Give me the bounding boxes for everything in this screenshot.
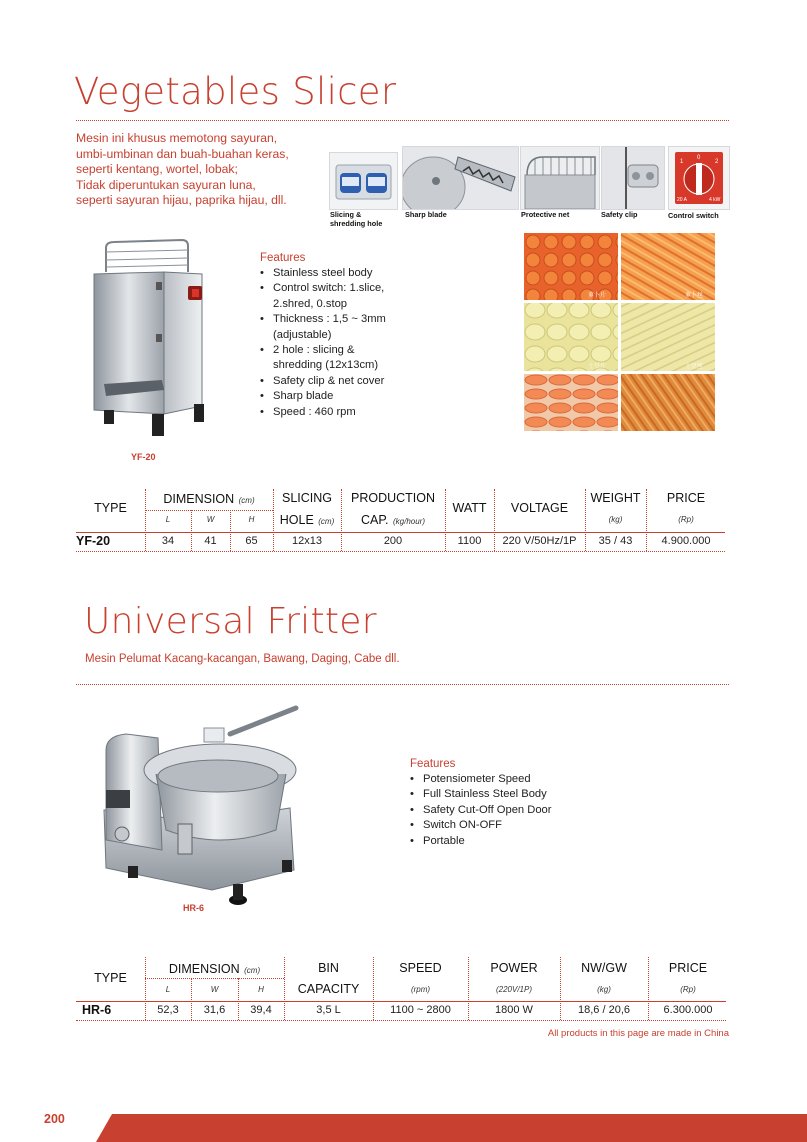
col-nwgw-unit: (kg): [597, 985, 611, 994]
row-h: 39,4: [250, 1004, 272, 1016]
feature-item: • Switch ON-OFF: [410, 818, 610, 833]
col-type: TYPE: [94, 971, 127, 985]
slicer-desc-line: Tidak diperuntukan sayuran luna,: [76, 177, 256, 192]
protective-net-thumb: [520, 146, 600, 210]
sharp-blade-caption: Sharp blade: [405, 210, 447, 219]
col-type: TYPE: [94, 501, 127, 515]
feature-item: • Sharp blade: [260, 389, 410, 404]
slicer-desc-line: seperti kentang, wortel, lobak;: [76, 162, 238, 176]
slicer-description: [76, 131, 321, 209]
slicer-desc-line: Mesin ini khusus memotong sayuran,: [76, 131, 278, 145]
slicer-features-title: Features: [260, 252, 306, 264]
origin-footnote: All products in this page are made in China: [547, 1028, 729, 1039]
col-dimension: DIMENSION (cm): [163, 492, 255, 506]
switch-label-2: 2: [715, 159, 719, 165]
row-nwgw: 18,6 / 20,6: [578, 1004, 630, 1016]
feature-item: • Full Stainless Steel Body: [410, 787, 610, 802]
safety-clip-image: [602, 147, 664, 209]
vegetable-results-image: [524, 233, 715, 431]
protective-net-caption: Protective net: [521, 210, 570, 219]
slicer-model-caption: YF-20: [131, 452, 156, 462]
slicer-features-list: [260, 266, 410, 420]
col-dimension: DIMENSION (cm): [168, 962, 261, 976]
row-h: 65: [245, 535, 258, 547]
col-price: PRICE: [668, 961, 708, 975]
col-speed-unit: (rpm): [410, 985, 431, 994]
safety-clip-caption: Safety clip: [601, 210, 638, 219]
col-price: PRICE: [666, 491, 706, 505]
col-l: L: [165, 515, 171, 524]
row-l: 52,3: [157, 1004, 179, 1016]
col-watt: WATT: [452, 501, 487, 515]
veg-label-carrot-slice: 萝卜片: [588, 292, 607, 299]
feature-item-continued: 2.shred, 0.stop: [273, 297, 348, 310]
switch-label-amp: 20 A: [677, 197, 688, 203]
switch-label-0: 0: [697, 155, 701, 161]
control-switch-image: [669, 147, 729, 209]
col-bin: BIN: [318, 961, 339, 975]
feature-item: • Safety Cut-Off Open Door: [410, 803, 610, 818]
col-weight-unit: (kg): [608, 515, 623, 524]
universal-fritter-machine-image: [100, 700, 302, 908]
fritter-description: Mesin Pelumat Kacang-kacangan, Bawang, Daging, Cabe dll.: [85, 653, 400, 665]
veg-label-carrot-shred: 萝卜丝: [685, 292, 704, 299]
col-cap: CAP. (kg/hour): [360, 513, 426, 527]
col-h: H: [248, 515, 255, 524]
feature-item: • 2 hole : slicing &: [260, 343, 410, 358]
row-voltage: 220 V/50Hz/1P: [502, 535, 577, 547]
row-cap: 200: [383, 535, 403, 547]
sharp-blade-image: [403, 147, 518, 209]
col-price-unit: (Rp): [680, 985, 696, 994]
switch-label-1: 1: [680, 159, 684, 165]
feature-item: • Potensiometer Speed: [410, 772, 610, 787]
row-capacity: 3,5 L: [316, 1004, 341, 1016]
feature-item: • Portable: [410, 834, 610, 849]
fritter-title: Universal Fritter: [84, 601, 377, 642]
col-slicing: SLICING: [281, 491, 332, 505]
row-type: YF-20: [76, 534, 111, 548]
slicer-title-divider: [76, 120, 729, 121]
row-l: 34: [161, 535, 175, 547]
vegetable-results-grid: [524, 233, 715, 431]
col-price-unit: (Rp): [678, 515, 694, 524]
row-price: 4.900.000: [661, 535, 711, 547]
feature-item: • Stainless steel body: [260, 266, 410, 281]
safety-clip-thumb: [601, 146, 665, 210]
col-h: H: [258, 985, 264, 994]
protective-net-image: [521, 147, 599, 209]
fritter-features-list: [410, 772, 610, 849]
feature-item: • Speed : 460 rpm: [260, 405, 410, 420]
vegetable-slicer-machine-image: [90, 238, 240, 443]
feature-item: • Thickness : 1,5 ~ 3mm: [260, 312, 410, 327]
slicing-hole-image: [330, 153, 397, 209]
col-power-unit: (220V/1P): [495, 985, 533, 994]
row-hole: 12x13: [292, 535, 322, 547]
row-power: 1800 W: [495, 1004, 533, 1016]
veg-label-potato-shred: 土豆丝: [685, 363, 704, 370]
sharp-blade-thumb: [402, 146, 519, 210]
row-type: HR-6: [82, 1003, 112, 1017]
control-switch-thumb: [668, 146, 730, 210]
col-power: POWER: [490, 961, 538, 975]
col-production: PRODUCTION: [350, 491, 436, 505]
col-voltage: VOLTAGE: [510, 501, 569, 515]
control-switch-caption: Control switch: [668, 211, 719, 220]
switch-label-kw: 4 kW: [709, 197, 721, 203]
col-speed: SPEED: [399, 961, 442, 975]
col-l: L: [165, 985, 171, 994]
col-hole: HOLE (cm): [279, 513, 335, 527]
slicer-title: Vegetables Slicer: [74, 70, 397, 113]
slicing-hole-caption: Slicing & shredding hole: [330, 210, 383, 228]
row-w: 41: [204, 535, 217, 547]
footer-bar: [0, 1110, 807, 1142]
row-weight: 35 / 43: [598, 535, 633, 547]
slicer-desc-line: seperti sayuran hijau, paprika hijau, dll.: [76, 193, 287, 207]
feature-item: • Control switch: 1.slice,: [260, 281, 410, 296]
col-weight: WEIGHT: [590, 491, 641, 505]
row-w: 31,6: [203, 1004, 226, 1016]
feature-item-continued: shredding (12x13cm): [273, 359, 379, 372]
row-price: 6.300.000: [663, 1004, 713, 1016]
slicing-hole-thumb: [329, 152, 398, 210]
row-speed: 1100 ~ 2800: [390, 1004, 451, 1016]
col-nwgw: NW/GW: [581, 961, 627, 975]
col-capacity: CAPACITY: [297, 982, 360, 996]
col-w: W: [206, 515, 215, 524]
feature-item-continued: (adjustable): [273, 328, 332, 341]
fritter-model-caption: HR-6: [183, 903, 205, 913]
slicer-desc-line: umbi-umbinan dan buah-buahan keras,: [76, 146, 289, 161]
col-w: W: [210, 985, 219, 994]
feature-item: • Safety clip & net cover: [260, 374, 410, 389]
row-watt: 1100: [457, 535, 482, 547]
veg-label-potato-slice: 土豆片: [588, 363, 607, 370]
fritter-features-title: Features: [410, 758, 456, 770]
page-number: 200: [44, 1112, 65, 1126]
fritter-title-divider: [76, 684, 729, 685]
